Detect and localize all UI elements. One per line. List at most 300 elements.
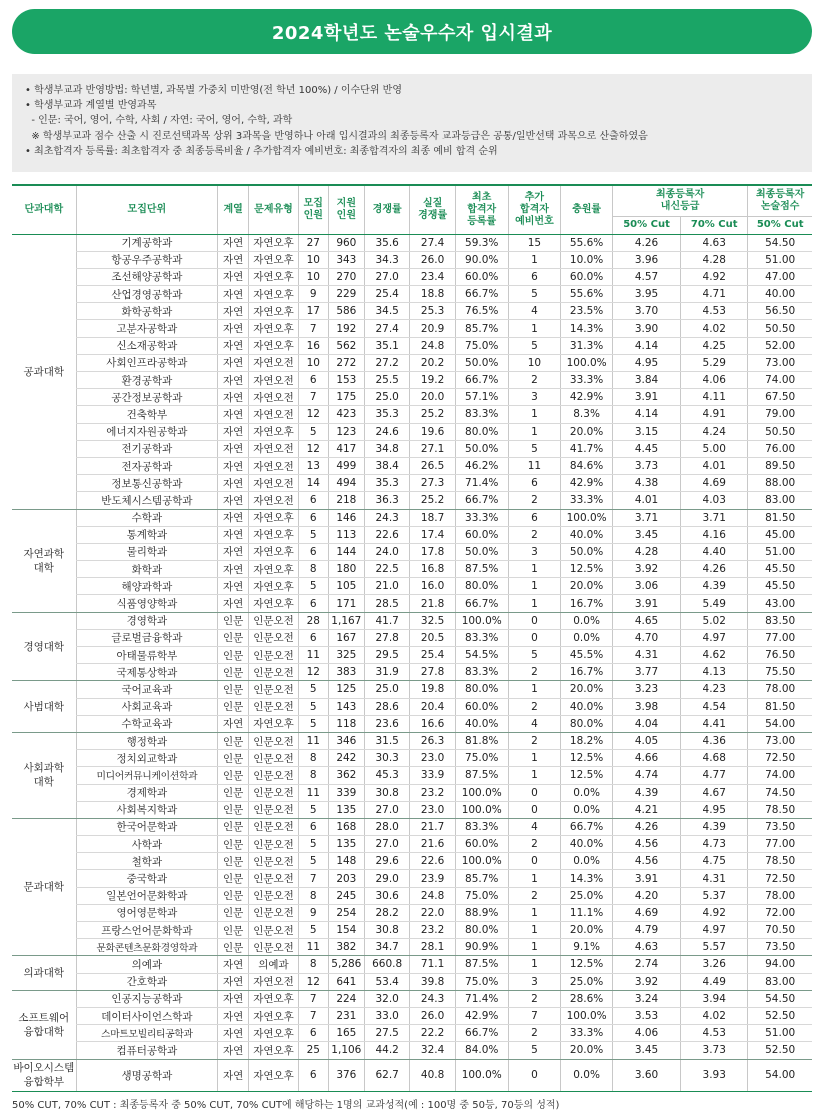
notes-box — [12, 74, 812, 172]
grade-cut50-cell: 3.24 — [612, 990, 680, 1007]
header-real-ratio: 실질 경쟁률 — [410, 185, 455, 234]
fill-rate-cell: 100.0% — [561, 354, 613, 371]
applicants-cell: 143 — [328, 698, 364, 715]
fill-rate-cell: 20.0% — [561, 922, 613, 939]
fill-rate-cell: 28.6% — [561, 990, 613, 1007]
quota-cell: 5 — [298, 681, 328, 698]
first-registration-cell: 50.0% — [455, 354, 508, 371]
fill-rate-cell: 0.0% — [561, 1059, 613, 1091]
quota-cell: 8 — [298, 750, 328, 767]
track-cell: 자연 — [218, 475, 249, 492]
essay-cut50-cell: 51.00 — [748, 251, 812, 268]
grade-cut50-cell: 3.45 — [612, 1042, 680, 1059]
grade-cut70-cell: 5.49 — [681, 595, 748, 612]
problem-type-cell: 인문오전 — [249, 904, 299, 921]
grade-cut50-cell: 3.92 — [612, 973, 680, 990]
fill-rate-cell: 18.2% — [561, 732, 613, 749]
real-ratio-cell: 25.2 — [410, 406, 455, 423]
grade-cut50-cell: 4.21 — [612, 801, 680, 818]
ratio-cell: 62.7 — [364, 1059, 409, 1091]
problem-type-cell: 자연오후 — [249, 526, 299, 543]
grade-cut50-cell: 4.56 — [612, 853, 680, 870]
unit-cell: 신소재공학과 — [76, 337, 218, 354]
ratio-cell: 27.8 — [364, 629, 409, 646]
waitlist-number-cell: 1 — [508, 767, 561, 784]
ratio-cell: 36.3 — [364, 492, 409, 509]
grade-cut70-cell: 4.39 — [681, 818, 748, 835]
grade-cut50-cell: 3.70 — [612, 303, 680, 320]
grade-cut50-cell: 3.91 — [612, 870, 680, 887]
grade-cut70-cell: 5.02 — [681, 612, 748, 629]
essay-cut50-cell: 79.00 — [748, 406, 812, 423]
grade-cut70-cell: 4.25 — [681, 337, 748, 354]
table-row — [12, 784, 812, 801]
grade-cut70-cell: 4.11 — [681, 389, 748, 406]
real-ratio-cell: 20.2 — [410, 354, 455, 371]
grade-cut50-cell: 3.71 — [612, 509, 680, 526]
real-ratio-cell: 20.9 — [410, 320, 455, 337]
track-cell: 인문 — [218, 629, 249, 646]
grade-cut70-cell: 4.03 — [681, 492, 748, 509]
track-cell: 자연 — [218, 973, 249, 990]
grade-cut70-cell: 4.63 — [681, 234, 748, 251]
ratio-cell: 25.0 — [364, 681, 409, 698]
grade-cut70-cell: 4.40 — [681, 543, 748, 560]
fill-rate-cell: 20.0% — [561, 1042, 613, 1059]
fill-rate-cell: 8.3% — [561, 406, 613, 423]
real-ratio-cell: 39.8 — [410, 973, 455, 990]
problem-type-cell: 인문오전 — [249, 629, 299, 646]
fill-rate-cell: 20.0% — [561, 423, 613, 440]
problem-type-cell: 인문오전 — [249, 853, 299, 870]
table-row — [12, 578, 812, 595]
quota-cell: 9 — [298, 904, 328, 921]
real-ratio-cell: 26.0 — [410, 251, 455, 268]
applicants-cell: 325 — [328, 647, 364, 664]
college-cell: 의과대학 — [12, 956, 76, 990]
grade-cut50-cell: 3.45 — [612, 526, 680, 543]
table-row — [12, 509, 812, 526]
grade-cut50-cell: 3.77 — [612, 664, 680, 681]
track-cell: 자연 — [218, 1007, 249, 1024]
first-registration-cell: 83.3% — [455, 818, 508, 835]
header-grade-group: 최종등록자 내신등급 — [612, 185, 747, 216]
grade-cut50-cell: 3.96 — [612, 251, 680, 268]
real-ratio-cell: 23.2 — [410, 922, 455, 939]
track-cell: 인문 — [218, 750, 249, 767]
table-row — [12, 1059, 812, 1091]
results-table — [12, 184, 812, 1092]
first-registration-cell: 60.0% — [455, 698, 508, 715]
unit-cell: 문화콘텐츠문화경영학과 — [76, 939, 218, 956]
track-cell: 자연 — [218, 372, 249, 389]
essay-cut50-cell: 56.50 — [748, 303, 812, 320]
real-ratio-cell: 32.5 — [410, 612, 455, 629]
ratio-cell: 35.3 — [364, 475, 409, 492]
first-registration-cell: 46.2% — [455, 457, 508, 474]
first-registration-cell: 54.5% — [455, 647, 508, 664]
first-registration-cell: 71.4% — [455, 990, 508, 1007]
applicants-cell: 113 — [328, 526, 364, 543]
essay-cut50-cell: 74.00 — [748, 372, 812, 389]
track-cell: 인문 — [218, 922, 249, 939]
quota-cell: 5 — [298, 801, 328, 818]
quota-cell: 11 — [298, 732, 328, 749]
waitlist-number-cell: 0 — [508, 629, 561, 646]
waitlist-number-cell: 0 — [508, 612, 561, 629]
problem-type-cell: 인문오전 — [249, 612, 299, 629]
grade-cut50-cell: 4.14 — [612, 337, 680, 354]
grade-cut50-cell: 3.06 — [612, 578, 680, 595]
ratio-cell: 27.0 — [364, 801, 409, 818]
problem-type-cell: 인문오전 — [249, 767, 299, 784]
track-cell: 인문 — [218, 870, 249, 887]
table-row — [12, 543, 812, 560]
problem-type-cell: 자연오전 — [249, 973, 299, 990]
problem-type-cell: 자연오후 — [249, 423, 299, 440]
waitlist-number-cell: 1 — [508, 320, 561, 337]
table-row — [12, 423, 812, 440]
grade-cut70-cell: 4.28 — [681, 251, 748, 268]
first-registration-cell: 50.0% — [455, 543, 508, 560]
applicants-cell: 154 — [328, 922, 364, 939]
first-registration-cell: 57.1% — [455, 389, 508, 406]
real-ratio-cell: 19.6 — [410, 423, 455, 440]
ratio-cell: 25.5 — [364, 372, 409, 389]
college-cell: 자연과학 대학 — [12, 509, 76, 612]
unit-cell: 컴퓨터공학과 — [76, 1042, 218, 1059]
quota-cell: 7 — [298, 990, 328, 1007]
fill-rate-cell: 41.7% — [561, 440, 613, 457]
first-registration-cell: 100.0% — [455, 1059, 508, 1091]
first-registration-cell: 75.0% — [455, 887, 508, 904]
problem-type-cell: 자연오전 — [249, 406, 299, 423]
first-registration-cell: 88.9% — [455, 904, 508, 921]
grade-cut70-cell: 3.71 — [681, 509, 748, 526]
problem-type-cell: 자연오후 — [249, 1059, 299, 1091]
problem-type-cell: 자연오후 — [249, 286, 299, 303]
quota-cell: 6 — [298, 818, 328, 835]
first-registration-cell: 33.3% — [455, 509, 508, 526]
grade-cut50-cell: 4.26 — [612, 818, 680, 835]
unit-cell: 수학교육과 — [76, 715, 218, 732]
applicants-cell: 960 — [328, 234, 364, 251]
first-registration-cell: 83.3% — [455, 664, 508, 681]
ratio-cell: 22.6 — [364, 526, 409, 543]
track-cell: 인문 — [218, 818, 249, 835]
waitlist-number-cell: 2 — [508, 887, 561, 904]
note-line: • 최초합격자 등록률: 최초합격자 중 최종등록비율 / 추가합격자 예비번호: 최종합격자의 최종 예비 합격 순위 — [25, 145, 498, 157]
table-row — [12, 715, 812, 732]
essay-cut50-cell: 45.50 — [748, 561, 812, 578]
real-ratio-cell: 33.9 — [410, 767, 455, 784]
table-row — [12, 973, 812, 990]
table-row — [12, 887, 812, 904]
applicants-cell: 376 — [328, 1059, 364, 1091]
problem-type-cell: 인문오전 — [249, 681, 299, 698]
grade-cut70-cell: 4.68 — [681, 750, 748, 767]
track-cell: 자연 — [218, 251, 249, 268]
essay-cut50-cell: 78.50 — [748, 801, 812, 818]
quota-cell: 12 — [298, 406, 328, 423]
problem-type-cell: 자연오후 — [249, 234, 299, 251]
quota-cell: 5 — [298, 698, 328, 715]
table-row — [12, 681, 812, 698]
essay-cut50-cell: 73.00 — [748, 354, 812, 371]
grade-cut50-cell: 4.66 — [612, 750, 680, 767]
table-row — [12, 801, 812, 818]
ratio-cell: 29.5 — [364, 647, 409, 664]
real-ratio-cell: 23.0 — [410, 801, 455, 818]
waitlist-number-cell: 5 — [508, 440, 561, 457]
fill-rate-cell: 0.0% — [561, 784, 613, 801]
grade-cut50-cell: 4.31 — [612, 647, 680, 664]
track-cell: 자연 — [218, 286, 249, 303]
essay-cut50-cell: 45.50 — [748, 578, 812, 595]
table-row — [12, 234, 812, 251]
grade-cut50-cell: 4.74 — [612, 767, 680, 784]
table-row — [12, 561, 812, 578]
ratio-cell: 27.0 — [364, 268, 409, 285]
real-ratio-cell: 18.7 — [410, 509, 455, 526]
first-registration-cell: 87.5% — [455, 956, 508, 973]
track-cell: 자연 — [218, 715, 249, 732]
problem-type-cell: 인문오전 — [249, 732, 299, 749]
unit-cell: 통계학과 — [76, 526, 218, 543]
grade-cut70-cell: 4.97 — [681, 922, 748, 939]
track-cell: 자연 — [218, 423, 249, 440]
track-cell: 자연 — [218, 303, 249, 320]
ratio-cell: 24.0 — [364, 543, 409, 560]
grade-cut50-cell: 4.57 — [612, 268, 680, 285]
table-row — [12, 612, 812, 629]
first-registration-cell: 80.0% — [455, 681, 508, 698]
applicants-cell: 153 — [328, 372, 364, 389]
essay-cut50-cell: 43.00 — [748, 595, 812, 612]
applicants-cell: 229 — [328, 286, 364, 303]
grade-cut50-cell: 3.15 — [612, 423, 680, 440]
table-row — [12, 904, 812, 921]
table-row — [12, 990, 812, 1007]
unit-cell: 아태물류학부 — [76, 647, 218, 664]
track-cell: 자연 — [218, 354, 249, 371]
unit-cell: 공간정보공학과 — [76, 389, 218, 406]
track-cell: 자연 — [218, 1059, 249, 1091]
problem-type-cell: 자연오후 — [249, 1007, 299, 1024]
unit-cell: 생명공학과 — [76, 1059, 218, 1091]
waitlist-number-cell: 1 — [508, 939, 561, 956]
unit-cell: 에너지자원공학과 — [76, 423, 218, 440]
first-registration-cell: 81.8% — [455, 732, 508, 749]
ratio-cell: 31.5 — [364, 732, 409, 749]
fill-rate-cell: 31.3% — [561, 337, 613, 354]
footnote: 50% CUT, 70% CUT : 최종등록자 중 50% CUT, 70% CUT에 해당하는 1명의 교과성적(예 : 100명 중 50등, 70등의 성적) — [12, 1100, 560, 1111]
essay-cut50-cell: 73.50 — [748, 939, 812, 956]
grade-cut50-cell: 3.98 — [612, 698, 680, 715]
table-row — [12, 732, 812, 749]
table-row — [12, 853, 812, 870]
quota-cell: 5 — [298, 922, 328, 939]
header-type: 문제유형 — [249, 185, 299, 234]
problem-type-cell: 자연오후 — [249, 1025, 299, 1042]
waitlist-number-cell: 0 — [508, 784, 561, 801]
table-row — [12, 1007, 812, 1024]
ratio-cell: 27.2 — [364, 354, 409, 371]
essay-cut50-cell: 83.00 — [748, 492, 812, 509]
header-quota: 모집 인원 — [298, 185, 328, 234]
track-cell: 인문 — [218, 853, 249, 870]
quota-cell: 5 — [298, 526, 328, 543]
fill-rate-cell: 25.0% — [561, 887, 613, 904]
first-registration-cell: 83.3% — [455, 406, 508, 423]
first-registration-cell: 100.0% — [455, 612, 508, 629]
quota-cell: 27 — [298, 234, 328, 251]
header-college: 단과대학 — [12, 185, 76, 234]
fill-rate-cell: 40.0% — [561, 836, 613, 853]
unit-cell: 사회교육과 — [76, 698, 218, 715]
ratio-cell: 660.8 — [364, 956, 409, 973]
track-cell: 인문 — [218, 767, 249, 784]
note-line: • 학생부교과 계열별 반영과목 — [25, 100, 157, 112]
quota-cell: 5 — [298, 715, 328, 732]
grade-cut70-cell: 4.49 — [681, 973, 748, 990]
fill-rate-cell: 10.0% — [561, 251, 613, 268]
grade-cut50-cell: 3.23 — [612, 681, 680, 698]
ratio-cell: 25.4 — [364, 286, 409, 303]
track-cell: 인문 — [218, 939, 249, 956]
problem-type-cell: 의예과 — [249, 956, 299, 973]
first-registration-cell: 83.3% — [455, 629, 508, 646]
first-registration-cell: 66.7% — [455, 372, 508, 389]
ratio-cell: 32.0 — [364, 990, 409, 1007]
fill-rate-cell: 16.7% — [561, 595, 613, 612]
header-ratio: 경쟁률 — [364, 185, 409, 234]
real-ratio-cell: 27.3 — [410, 475, 455, 492]
unit-cell: 전자공학과 — [76, 457, 218, 474]
real-ratio-cell: 25.2 — [410, 492, 455, 509]
table-row — [12, 818, 812, 835]
ratio-cell: 30.6 — [364, 887, 409, 904]
first-registration-cell: 66.7% — [455, 1025, 508, 1042]
fill-rate-cell: 12.5% — [561, 561, 613, 578]
essay-cut50-cell: 76.50 — [748, 647, 812, 664]
fill-rate-cell: 33.3% — [561, 372, 613, 389]
waitlist-number-cell: 6 — [508, 509, 561, 526]
waitlist-number-cell: 1 — [508, 904, 561, 921]
ratio-cell: 30.3 — [364, 750, 409, 767]
real-ratio-cell: 16.0 — [410, 578, 455, 595]
grade-cut70-cell: 5.57 — [681, 939, 748, 956]
ratio-cell: 29.6 — [364, 853, 409, 870]
header-essay-group: 최종등록자 논술점수 — [748, 185, 812, 216]
fill-rate-cell: 20.0% — [561, 578, 613, 595]
applicants-cell: 118 — [328, 715, 364, 732]
fill-rate-cell: 9.1% — [561, 939, 613, 956]
essay-cut50-cell: 78.50 — [748, 853, 812, 870]
waitlist-number-cell: 0 — [508, 853, 561, 870]
grade-cut70-cell: 5.37 — [681, 887, 748, 904]
applicants-cell: 167 — [328, 629, 364, 646]
problem-type-cell: 자연오후 — [249, 561, 299, 578]
unit-cell: 미디어커뮤니케이션학과 — [76, 767, 218, 784]
unit-cell: 물리학과 — [76, 543, 218, 560]
essay-cut50-cell: 74.00 — [748, 767, 812, 784]
first-registration-cell: 66.7% — [455, 595, 508, 612]
grade-cut50-cell: 4.28 — [612, 543, 680, 560]
ratio-cell: 24.3 — [364, 509, 409, 526]
applicants-cell: 123 — [328, 423, 364, 440]
ratio-cell: 28.6 — [364, 698, 409, 715]
waitlist-number-cell: 1 — [508, 922, 561, 939]
college-cell: 문과대학 — [12, 818, 76, 956]
ratio-cell: 34.8 — [364, 440, 409, 457]
grade-cut50-cell: 3.84 — [612, 372, 680, 389]
real-ratio-cell: 22.2 — [410, 1025, 455, 1042]
track-cell: 자연 — [218, 406, 249, 423]
track-cell: 인문 — [218, 664, 249, 681]
essay-cut50-cell: 54.00 — [748, 1059, 812, 1091]
grade-cut70-cell: 4.54 — [681, 698, 748, 715]
essay-cut50-cell: 73.00 — [748, 732, 812, 749]
quota-cell: 6 — [298, 629, 328, 646]
waitlist-number-cell: 2 — [508, 492, 561, 509]
essay-cut50-cell: 81.50 — [748, 509, 812, 526]
ratio-cell: 34.7 — [364, 939, 409, 956]
problem-type-cell: 인문오전 — [249, 698, 299, 715]
ratio-cell: 27.4 — [364, 320, 409, 337]
applicants-cell: 270 — [328, 268, 364, 285]
ratio-cell: 25.0 — [364, 389, 409, 406]
essay-cut50-cell: 76.00 — [748, 440, 812, 457]
grade-cut70-cell: 5.29 — [681, 354, 748, 371]
waitlist-number-cell: 2 — [508, 990, 561, 1007]
problem-type-cell: 자연오후 — [249, 543, 299, 560]
ratio-cell: 27.5 — [364, 1025, 409, 1042]
track-cell: 자연 — [218, 337, 249, 354]
quota-cell: 11 — [298, 647, 328, 664]
problem-type-cell: 인문오전 — [249, 664, 299, 681]
track-cell: 자연 — [218, 595, 249, 612]
unit-cell: 경제학과 — [76, 784, 218, 801]
grade-cut70-cell: 3.94 — [681, 990, 748, 1007]
applicants-cell: 180 — [328, 561, 364, 578]
grade-cut70-cell: 4.36 — [681, 732, 748, 749]
first-registration-cell: 84.0% — [455, 1042, 508, 1059]
unit-cell: 국어교육과 — [76, 681, 218, 698]
page-title: 2024학년도 논술우수자 입시결과 — [12, 9, 812, 54]
header-first-registration: 최초 합격자 등록률 — [455, 185, 508, 234]
first-registration-cell: 80.0% — [455, 423, 508, 440]
unit-cell: 사학과 — [76, 836, 218, 853]
track-cell: 인문 — [218, 732, 249, 749]
table-row — [12, 922, 812, 939]
table-row — [12, 372, 812, 389]
grade-cut70-cell: 4.06 — [681, 372, 748, 389]
unit-cell: 경영학과 — [76, 612, 218, 629]
grade-cut50-cell: 4.56 — [612, 836, 680, 853]
waitlist-number-cell: 15 — [508, 234, 561, 251]
problem-type-cell: 자연오후 — [249, 337, 299, 354]
quota-cell: 17 — [298, 303, 328, 320]
unit-cell: 중국학과 — [76, 870, 218, 887]
applicants-cell: 362 — [328, 767, 364, 784]
essay-cut50-cell: 72.50 — [748, 750, 812, 767]
first-registration-cell: 85.7% — [455, 320, 508, 337]
quota-cell: 8 — [298, 887, 328, 904]
quota-cell: 12 — [298, 440, 328, 457]
applicants-cell: 135 — [328, 836, 364, 853]
quota-cell: 6 — [298, 372, 328, 389]
